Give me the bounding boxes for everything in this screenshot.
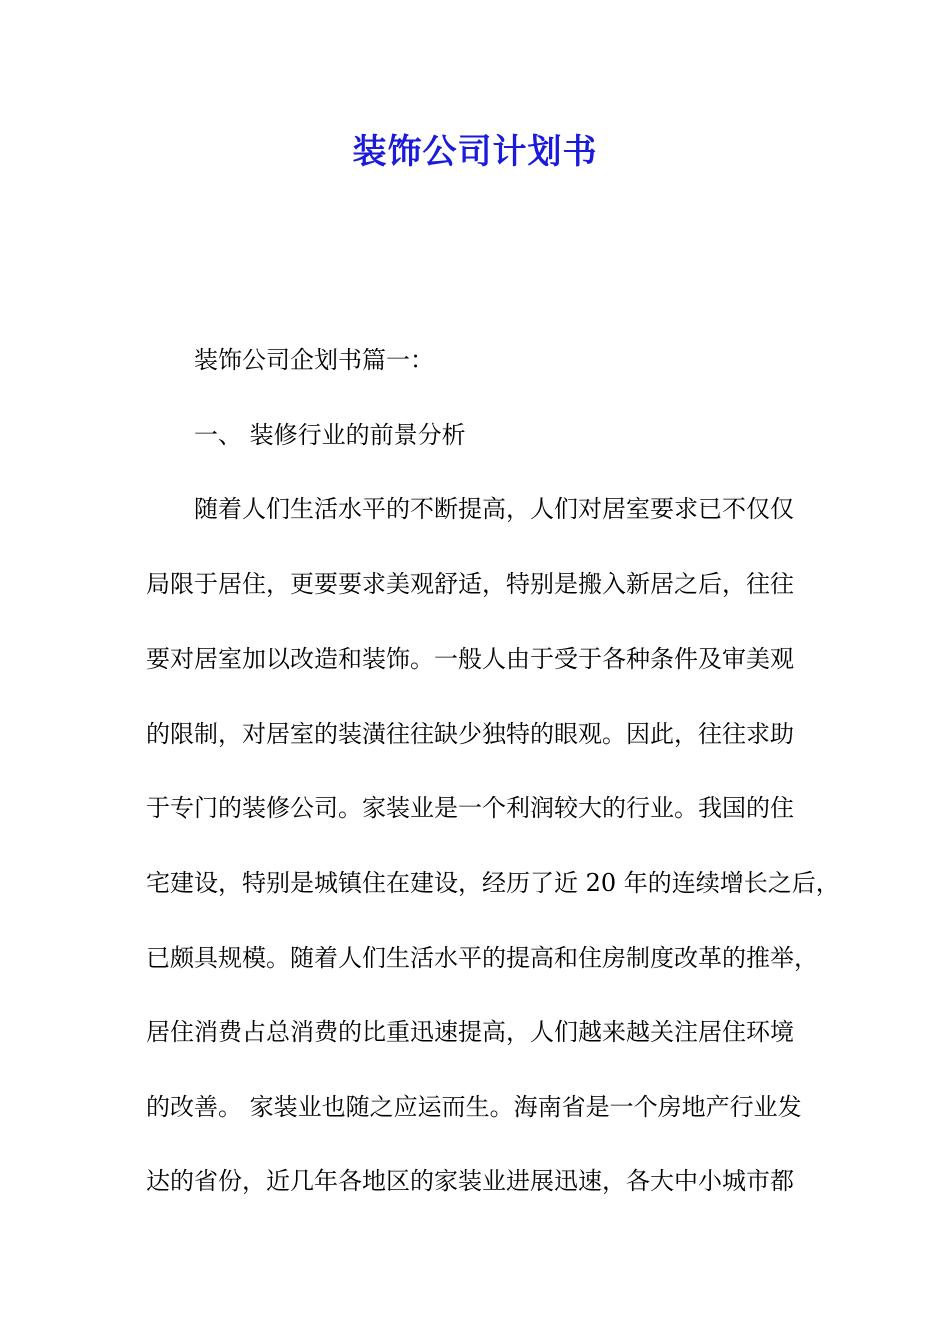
paragraph-line: 达的省份，近几年各地区的家装业进展迅速，各大中小城市都 [146,1167,794,1195]
paragraph-line: 的改善。 家装业也随之应运而生。海南省是一个房地产行业发 [146,1093,802,1121]
paragraph-line: 要对居室加以改造和装饰。一般人由于受于各种条件及审美观 [146,645,794,673]
paragraph-line: 已颇具规模。随着人们生活水平的提高和住房制度改革的推举， [146,944,818,972]
paragraph-line: 居住消费占总消费的比重迅速提高，人们越来越关注居住环境 [146,1018,794,1046]
section-heading: 一、 装修行业的前景分析 [194,421,466,449]
paragraph-line: 随着人们生活水平的不断提高，人们对居室要求已不仅仅 [194,495,794,523]
paragraph-line: 局限于居住，更要要求美观舒适，特别是搬入新居之后，往往 [146,570,794,598]
subtitle: 装饰公司企划书篇一： [194,346,434,374]
paragraph-line: 的限制，对居室的装潢往往缺少独特的眼观。因此，往往求助 [146,720,794,748]
paragraph-line: 宅建设，特别是城镇住在建设，经历了近 20 年的连续增长之后， [146,869,840,897]
paragraph-line: 于专门的装修公司。家装业是一个利润较大的行业。我国的住 [146,794,794,822]
document-title: 装饰公司计划书 [352,132,598,172]
